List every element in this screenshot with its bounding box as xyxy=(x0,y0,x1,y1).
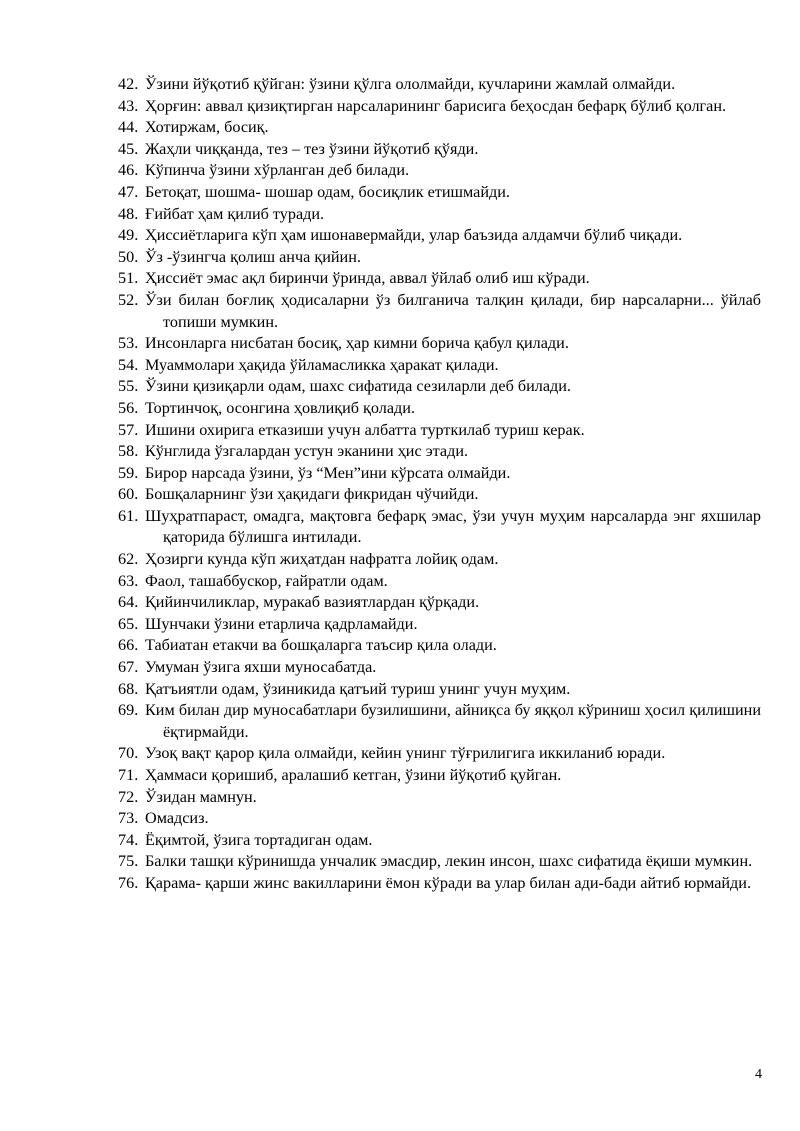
list-item-text: Фаол, ташаббускор, ғайратли одам. xyxy=(145,571,388,590)
list-item xyxy=(118,74,761,96)
list-item-text: Ўзини қизиқарли одам, шахс сифатида сезиларли деб билади. xyxy=(145,377,571,396)
list-item xyxy=(118,635,761,657)
list-item xyxy=(118,376,761,398)
list-item-number: 54. xyxy=(118,355,139,374)
list-item xyxy=(118,160,761,182)
list-item xyxy=(118,441,761,463)
list-item-number: 53. xyxy=(118,334,139,353)
list-item-text: Ҳиссиётларига кўп ҳам ишонавермайди, улар баъзида алдамчи бўлиб чиқади. xyxy=(145,226,683,245)
list-item-number: 70. xyxy=(118,744,139,763)
list-item xyxy=(118,204,761,226)
list-item-text: Бетоқат, шошма- шошар одам, босиқлик етишмайди. xyxy=(145,182,510,201)
list-item xyxy=(118,355,761,377)
list-item-text: Ҳаммаси қоришиб, аралашиб кетган, ўзини йўқотиб қуйган. xyxy=(145,766,562,784)
list-item xyxy=(118,420,761,442)
list-item-text: Кўнглида ўзгалардан устун эканини ҳис этади. xyxy=(145,442,469,461)
list-item-text: Ғийбат ҳам қилиб туради. xyxy=(145,204,325,223)
list-item-number: 75. xyxy=(118,852,139,871)
list-item-number: 51. xyxy=(118,269,139,288)
list-item-text: Ўзидан мамнун. xyxy=(145,787,257,806)
list-item-number: 48. xyxy=(118,204,139,223)
list-item xyxy=(118,679,761,701)
list-item xyxy=(118,571,761,593)
list-item-text: Ўзини йўқотиб қўйган: ўзини қўлга ололмайди, кучларини жамлай олмайди. xyxy=(145,75,676,93)
list-item xyxy=(118,549,761,571)
list-item xyxy=(118,96,761,118)
list-item xyxy=(118,268,761,290)
list-item xyxy=(118,765,761,787)
list-item-text: Ким билан дир муносабатлари бузилишини, айниқса бу яққол кўриниш ҳосил қилишини ёқтирмайди. xyxy=(145,701,761,741)
list-item-text: Бошқаларнинг ўзи ҳақидаги фикридан чўчийди. xyxy=(145,485,479,504)
list-item-text: Балки ташқи кўринишда унчалик эмасдир, лекин инсон, шахс сифатида ёқиши мумкин. xyxy=(145,852,753,871)
list-item xyxy=(118,743,761,765)
list-item-text: Қийинчиликлар, муракаб вазиятлардан қўрқади. xyxy=(145,593,480,612)
list-item-number: 57. xyxy=(118,420,139,439)
list-item-text: Шуҳратпараст, омадга, мақтовга бефарқ эмас, ўзи учун муҳим нарсаларда энг яхшилар қаторида бўлишга интилади. xyxy=(145,506,761,547)
list-item-number: 69. xyxy=(118,701,139,720)
list-item-text: Ҳозирги кунда кўп жиҳатдан нафратга лойиқ одам. xyxy=(145,550,499,569)
list-item-text: Ёқимтой, ўзига тортадиган одам. xyxy=(145,830,373,849)
list-item xyxy=(118,247,761,269)
list-item xyxy=(118,787,761,809)
list-item-text: Кўпинча ўзини хўрланган деб билади. xyxy=(145,161,410,180)
list-item-number: 63. xyxy=(118,571,139,590)
list-item-number: 59. xyxy=(118,463,139,482)
list-item-number: 49. xyxy=(118,226,139,245)
list-item xyxy=(118,484,761,506)
list-item xyxy=(118,290,761,333)
list-item xyxy=(118,873,761,895)
list-item xyxy=(118,592,761,614)
list-item xyxy=(118,117,761,139)
list-item-number: 44. xyxy=(118,118,139,137)
list-item xyxy=(118,851,761,873)
list-item-text: Омадсиз. xyxy=(145,809,209,828)
list-item xyxy=(118,139,761,161)
list-item xyxy=(118,225,761,247)
list-item-text: Ўзи билан боғлиқ ҳодисаларни ўз билганича талқин қилади, бир нарсаларни... ўйлаб топиши мумкин. xyxy=(145,290,761,331)
list-item-text: Ишини охирига етказиши учун албатта турткилаб туриш керак. xyxy=(145,420,585,439)
list-item-number: 55. xyxy=(118,377,139,396)
list-item xyxy=(118,398,761,420)
list-item-text: Табиатан етакчи ва бошқаларга таъсир қила олади. xyxy=(145,636,497,655)
list-item-text: Ҳиссиёт эмас ақл биринчи ўринда, аввал ўйлаб олиб иш кўради. xyxy=(145,269,590,288)
list-item-number: 52. xyxy=(118,290,139,309)
list-item-number: 73. xyxy=(118,809,139,828)
list-item-number: 71. xyxy=(118,766,139,784)
list-item-text: Қарама- қарши жинс вакилларини ёмон кўради ва улар билан ади-бади айтиб юрмайди. xyxy=(145,873,751,892)
numbered-list xyxy=(118,74,761,895)
list-item-number: 74. xyxy=(118,830,139,849)
list-item-number: 68. xyxy=(118,679,139,698)
list-item xyxy=(118,657,761,679)
list-item-text: Шунчаки ўзини етарлича қадрламайди. xyxy=(145,614,418,633)
list-item-number: 43. xyxy=(118,96,139,115)
list-item-number: 47. xyxy=(118,182,139,201)
list-item-text: Узоқ вақт қарор қила олмайди, кейин унинг тўғрилигига иккиланиб юради. xyxy=(145,744,666,763)
list-item xyxy=(118,463,761,485)
list-item-number: 66. xyxy=(118,636,139,655)
list-item-text: Бирор нарсада ўзини, ўз “Мен”ини кўрсата олмайди. xyxy=(145,463,511,482)
list-item-number: 50. xyxy=(118,247,139,266)
list-item-number: 72. xyxy=(118,787,139,806)
document-body xyxy=(118,74,761,895)
list-item-text: Ўз -ўзингча қолиш анча қийин. xyxy=(145,247,361,266)
list-item-text: Жаҳли чиққанда, тез – тез ўзини йўқотиб қўяди. xyxy=(145,139,479,158)
list-item-number: 58. xyxy=(118,442,139,461)
list-item-number: 62. xyxy=(118,550,139,569)
list-item-number: 76. xyxy=(118,873,139,892)
list-item xyxy=(118,614,761,636)
list-item-text: Инсонларга нисбатан босиқ, ҳар кимни борича қабул қилади. xyxy=(145,334,569,353)
list-item-text: Қатъиятли одам, ўзиникида қатъий туриш унинг учун муҳим. xyxy=(145,679,571,698)
list-item-number: 45. xyxy=(118,139,139,158)
list-item-text: Муаммолари ҳақида ўйламасликка ҳаракат қилади. xyxy=(145,355,499,374)
list-item-number: 61. xyxy=(118,506,139,525)
list-item-number: 65. xyxy=(118,614,139,633)
page-number: 4 xyxy=(755,1067,762,1082)
list-item-number: 56. xyxy=(118,398,139,417)
list-item-number: 64. xyxy=(118,593,139,612)
list-item-text: Хотиржам, босиқ. xyxy=(145,118,269,137)
list-item-text: Умуман ўзига яхши муносабатда. xyxy=(145,658,377,677)
list-item-number: 67. xyxy=(118,658,139,677)
list-item-number: 42. xyxy=(118,75,139,93)
list-item-number: 60. xyxy=(118,485,139,504)
list-item-text: Тортинчоқ, осонгина ҳовлиқиб қолади. xyxy=(145,398,415,417)
list-item xyxy=(118,808,761,830)
list-item-number: 46. xyxy=(118,161,139,180)
list-item xyxy=(118,182,761,204)
list-item xyxy=(118,830,761,852)
list-item xyxy=(118,700,761,743)
list-item-text: Ҳорғин: аввал қизиқтирган нарсаларининг барисига беҳосдан бефарқ бўлиб қолган. xyxy=(145,96,727,115)
list-item xyxy=(118,333,761,355)
list-item xyxy=(118,506,761,549)
